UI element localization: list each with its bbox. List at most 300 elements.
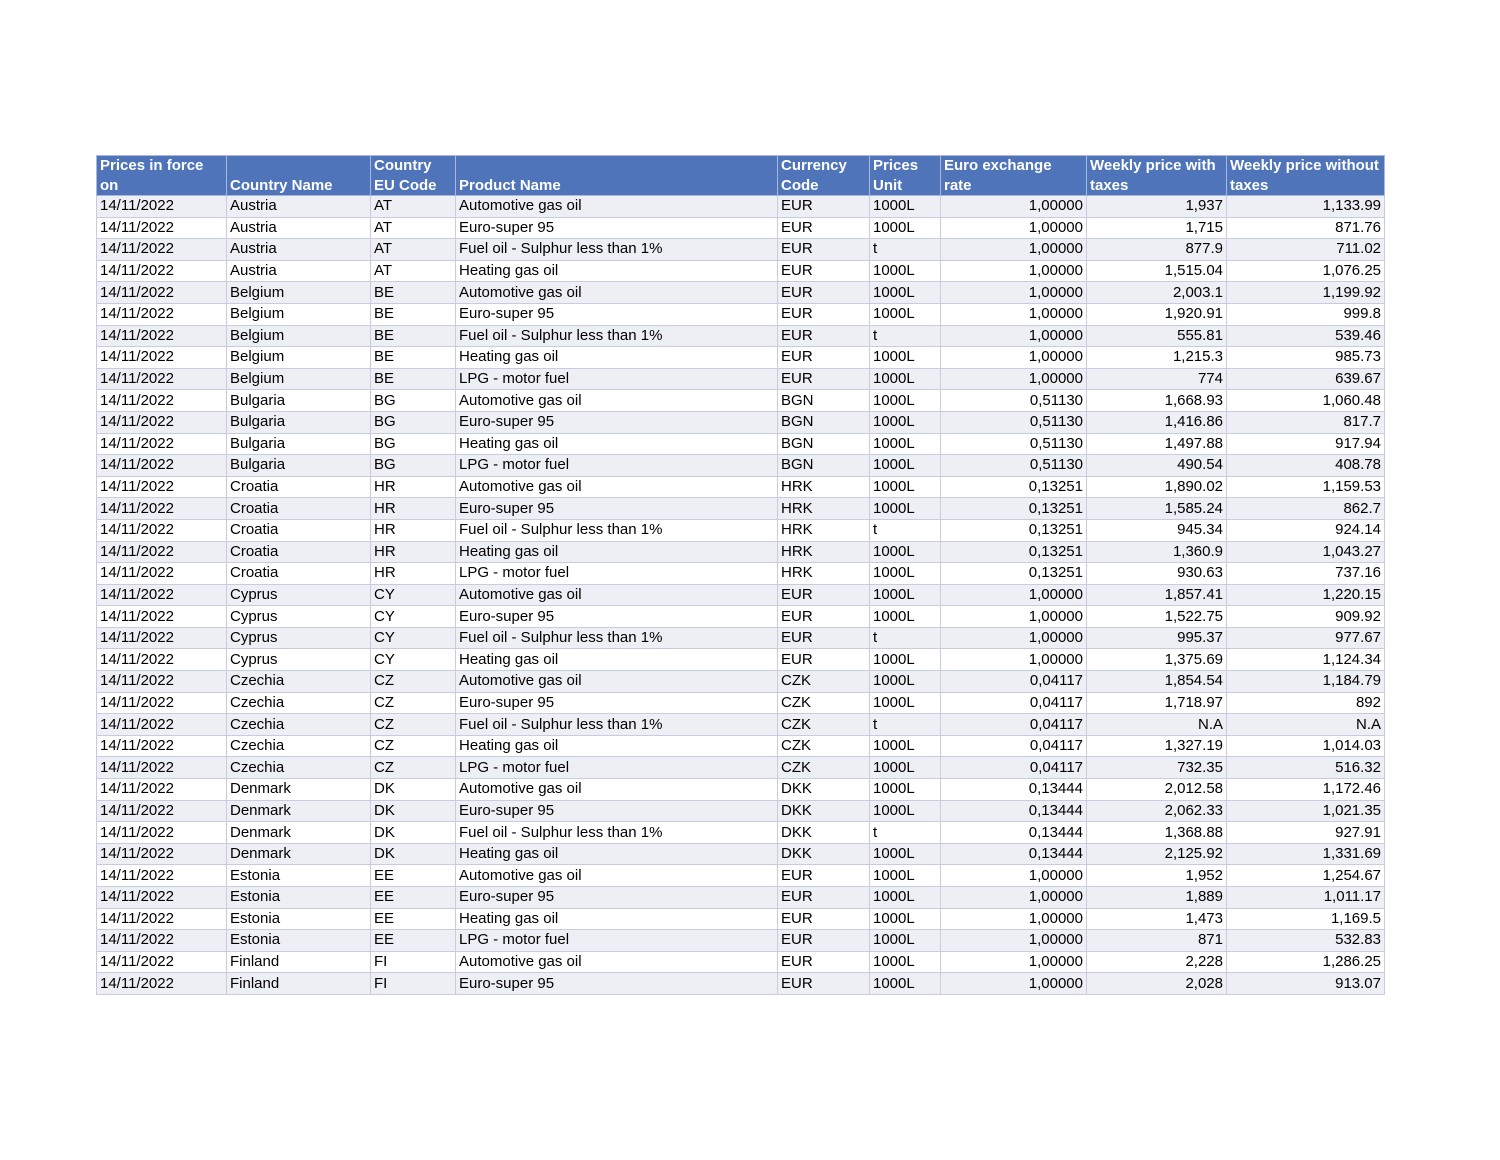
price-without-taxes-cell: 1,014.03 [1227,735,1385,757]
exchange-rate-cell: 1,00000 [941,887,1087,909]
product-name-cell: LPG - motor fuel [456,757,778,779]
country-name-cell: Austria [227,239,371,261]
price-with-taxes-cell: 1,857.41 [1087,584,1227,606]
currency-code-cell: BGN [778,390,870,412]
product-name-cell: Automotive gas oil [456,196,778,218]
product-name-cell: Fuel oil - Sulphur less than 1% [456,822,778,844]
prices-unit-cell: t [870,627,941,649]
exchange-rate-cell: 0,04117 [941,757,1087,779]
currency-code-cell: EUR [778,627,870,649]
prices-unit-cell: 1000L [870,865,941,887]
price-with-taxes-cell: 1,890.02 [1087,476,1227,498]
price-without-taxes-cell: 917.94 [1227,433,1385,455]
product-name-cell: Heating gas oil [456,433,778,455]
country-code-cell: CY [371,649,456,671]
country-name-cell: Belgium [227,347,371,369]
currency-code-cell: EUR [778,260,870,282]
prices-unit-cell: 1000L [870,843,941,865]
price-without-taxes-cell: 985.73 [1227,347,1385,369]
price-without-taxes-cell: 817.7 [1227,411,1385,433]
product-name-cell: Fuel oil - Sulphur less than 1% [456,627,778,649]
prices-unit-cell: 1000L [870,779,941,801]
table-row [97,411,1385,433]
price-without-taxes-cell: N.A [1227,714,1385,736]
country-name-cell: Czechia [227,757,371,779]
table-row [97,476,1385,498]
date-cell: 14/11/2022 [97,973,227,995]
price-with-taxes-cell: 1,473 [1087,908,1227,930]
currency-code-cell: EUR [778,865,870,887]
product-name-cell: Fuel oil - Sulphur less than 1% [456,519,778,541]
product-name-cell: Euro-super 95 [456,411,778,433]
country-code-cell: EE [371,908,456,930]
country-code-cell: CZ [371,757,456,779]
date-cell: 14/11/2022 [97,714,227,736]
country-code-cell: AT [371,217,456,239]
exchange-rate-cell: 1,00000 [941,303,1087,325]
price-with-taxes-cell: 2,125.92 [1087,843,1227,865]
exchange-rate-cell: 1,00000 [941,347,1087,369]
table-row [97,433,1385,455]
country-name-cell: Czechia [227,671,371,693]
exchange-rate-cell: 1,00000 [941,973,1087,995]
exchange-rate-cell: 0,13251 [941,563,1087,585]
date-cell: 14/11/2022 [97,606,227,628]
product-name-cell: Euro-super 95 [456,887,778,909]
country-code-cell: BE [371,303,456,325]
currency-code-cell: DKK [778,800,870,822]
price-with-taxes-cell: 1,368.88 [1087,822,1227,844]
country-code-cell: DK [371,800,456,822]
currency-code-cell: DKK [778,779,870,801]
product-name-cell: Heating gas oil [456,260,778,282]
currency-code-cell: EUR [778,973,870,995]
country-name-cell: Cyprus [227,606,371,628]
prices-unit-cell: 1000L [870,541,941,563]
header-country-name: Country Name [227,156,371,196]
price-without-taxes-cell: 516.32 [1227,757,1385,779]
date-cell: 14/11/2022 [97,519,227,541]
exchange-rate-cell: 1,00000 [941,584,1087,606]
product-name-cell: Heating gas oil [456,908,778,930]
exchange-rate-cell: 1,00000 [941,282,1087,304]
table-row [97,217,1385,239]
table-row [97,973,1385,995]
country-code-cell: AT [371,239,456,261]
prices-unit-cell: 1000L [870,455,941,477]
date-cell: 14/11/2022 [97,735,227,757]
prices-unit-cell: 1000L [870,282,941,304]
prices-unit-cell: 1000L [870,930,941,952]
price-with-taxes-cell: 555.81 [1087,325,1227,347]
price-with-taxes-cell: 871 [1087,930,1227,952]
currency-code-cell: CZK [778,735,870,757]
exchange-rate-cell: 1,00000 [941,649,1087,671]
country-name-cell: Belgium [227,368,371,390]
currency-code-cell: EUR [778,930,870,952]
date-cell: 14/11/2022 [97,498,227,520]
table-row [97,455,1385,477]
prices-unit-cell: 1000L [870,390,941,412]
prices-unit-cell: 1000L [870,973,941,995]
table-body [97,196,1385,995]
product-name-cell: Euro-super 95 [456,498,778,520]
exchange-rate-cell: 0,04117 [941,735,1087,757]
price-with-taxes-cell: 877.9 [1087,239,1227,261]
header-product-name: Product Name [456,156,778,196]
prices-unit-cell: 1000L [870,908,941,930]
date-cell: 14/11/2022 [97,671,227,693]
price-without-taxes-cell: 1,184.79 [1227,671,1385,693]
date-cell: 14/11/2022 [97,368,227,390]
price-without-taxes-cell: 539.46 [1227,325,1385,347]
country-name-cell: Denmark [227,800,371,822]
currency-code-cell: CZK [778,714,870,736]
country-name-cell: Bulgaria [227,390,371,412]
table-row [97,843,1385,865]
country-code-cell: HR [371,541,456,563]
table-row [97,260,1385,282]
exchange-rate-cell: 1,00000 [941,196,1087,218]
table-row [97,649,1385,671]
country-name-cell: Belgium [227,303,371,325]
table-row [97,519,1385,541]
price-without-taxes-cell: 711.02 [1227,239,1385,261]
country-name-cell: Estonia [227,887,371,909]
exchange-rate-cell: 0,13251 [941,498,1087,520]
price-with-taxes-cell: 1,497.88 [1087,433,1227,455]
date-cell: 14/11/2022 [97,476,227,498]
country-code-cell: FI [371,973,456,995]
country-code-cell: BE [371,325,456,347]
price-without-taxes-cell: 924.14 [1227,519,1385,541]
table-row [97,541,1385,563]
country-name-cell: Bulgaria [227,433,371,455]
country-name-cell: Croatia [227,498,371,520]
exchange-rate-cell: 0,04117 [941,692,1087,714]
price-without-taxes-cell: 408.78 [1227,455,1385,477]
header-row [97,156,1385,196]
table-row [97,951,1385,973]
price-without-taxes-cell: 1,159.53 [1227,476,1385,498]
country-name-cell: Cyprus [227,584,371,606]
country-name-cell: Croatia [227,519,371,541]
header-prices-in-force-on: Prices in force on [97,156,227,196]
currency-code-cell: HRK [778,476,870,498]
prices-unit-cell: 1000L [870,563,941,585]
product-name-cell: Euro-super 95 [456,606,778,628]
product-name-cell: Automotive gas oil [456,390,778,412]
product-name-cell: Fuel oil - Sulphur less than 1% [456,714,778,736]
prices-unit-cell: 1000L [870,347,941,369]
price-without-taxes-cell: 1,133.99 [1227,196,1385,218]
country-code-cell: AT [371,196,456,218]
prices-unit-cell: 1000L [870,757,941,779]
header-currency-code: Currency Code [778,156,870,196]
date-cell: 14/11/2022 [97,239,227,261]
country-code-cell: HR [371,498,456,520]
country-name-cell: Austria [227,260,371,282]
date-cell: 14/11/2022 [97,433,227,455]
exchange-rate-cell: 0,04117 [941,671,1087,693]
exchange-rate-cell: 1,00000 [941,325,1087,347]
currency-code-cell: HRK [778,541,870,563]
country-code-cell: EE [371,887,456,909]
currency-code-cell: DKK [778,843,870,865]
country-code-cell: CY [371,584,456,606]
price-with-taxes-cell: 774 [1087,368,1227,390]
prices-unit-cell: 1000L [870,217,941,239]
country-name-cell: Cyprus [227,649,371,671]
country-name-cell: Finland [227,973,371,995]
table-row [97,303,1385,325]
price-without-taxes-cell: 1,172.46 [1227,779,1385,801]
exchange-rate-cell: 0,04117 [941,714,1087,736]
exchange-rate-cell: 0,13251 [941,541,1087,563]
country-code-cell: CZ [371,735,456,757]
country-name-cell: Estonia [227,930,371,952]
price-with-taxes-cell: 1,327.19 [1087,735,1227,757]
date-cell: 14/11/2022 [97,390,227,412]
exchange-rate-cell: 1,00000 [941,368,1087,390]
product-name-cell: Fuel oil - Sulphur less than 1% [456,239,778,261]
country-code-cell: BG [371,390,456,412]
price-without-taxes-cell: 977.67 [1227,627,1385,649]
price-with-taxes-cell: 732.35 [1087,757,1227,779]
table-row [97,671,1385,693]
prices-unit-cell: 1000L [870,433,941,455]
currency-code-cell: HRK [778,498,870,520]
prices-unit-cell: 1000L [870,368,941,390]
exchange-rate-cell: 0,13444 [941,779,1087,801]
table-row [97,822,1385,844]
price-without-taxes-cell: 1,169.5 [1227,908,1385,930]
product-name-cell: Automotive gas oil [456,282,778,304]
currency-code-cell: BGN [778,455,870,477]
product-name-cell: Automotive gas oil [456,779,778,801]
currency-code-cell: DKK [778,822,870,844]
currency-code-cell: EUR [778,196,870,218]
product-name-cell: Automotive gas oil [456,951,778,973]
table-row [97,563,1385,585]
product-name-cell: Euro-super 95 [456,303,778,325]
fuel-prices-table [96,155,1385,995]
price-with-taxes-cell: N.A [1087,714,1227,736]
country-code-cell: HR [371,519,456,541]
currency-code-cell: EUR [778,887,870,909]
header-weekly-price-with-taxes: Weekly price with taxes [1087,156,1227,196]
price-without-taxes-cell: 532.83 [1227,930,1385,952]
currency-code-cell: HRK [778,519,870,541]
header-weekly-price-without-taxes: Weekly price without taxes [1227,156,1385,196]
date-cell: 14/11/2022 [97,303,227,325]
table-row [97,908,1385,930]
date-cell: 14/11/2022 [97,411,227,433]
country-code-cell: EE [371,930,456,952]
date-cell: 14/11/2022 [97,800,227,822]
date-cell: 14/11/2022 [97,887,227,909]
country-code-cell: AT [371,260,456,282]
price-without-taxes-cell: 892 [1227,692,1385,714]
country-name-cell: Austria [227,196,371,218]
date-cell: 14/11/2022 [97,757,227,779]
date-cell: 14/11/2022 [97,951,227,973]
prices-unit-cell: t [870,325,941,347]
table-row [97,606,1385,628]
currency-code-cell: EUR [778,239,870,261]
price-with-taxes-cell: 2,012.58 [1087,779,1227,801]
exchange-rate-cell: 1,00000 [941,908,1087,930]
table-row [97,325,1385,347]
table-row [97,692,1385,714]
price-with-taxes-cell: 930.63 [1087,563,1227,585]
country-name-cell: Estonia [227,908,371,930]
country-code-cell: BG [371,433,456,455]
prices-unit-cell: 1000L [870,735,941,757]
price-with-taxes-cell: 995.37 [1087,627,1227,649]
country-name-cell: Belgium [227,282,371,304]
currency-code-cell: BGN [778,433,870,455]
price-with-taxes-cell: 945.34 [1087,519,1227,541]
date-cell: 14/11/2022 [97,217,227,239]
product-name-cell: Automotive gas oil [456,671,778,693]
date-cell: 14/11/2022 [97,455,227,477]
country-code-cell: FI [371,951,456,973]
prices-unit-cell: 1000L [870,260,941,282]
country-name-cell: Czechia [227,735,371,757]
header-prices-unit: Prices Unit [870,156,941,196]
country-code-cell: CZ [371,671,456,693]
prices-unit-cell: 1000L [870,887,941,909]
country-code-cell: BE [371,347,456,369]
exchange-rate-cell: 0,13444 [941,822,1087,844]
table-row [97,239,1385,261]
price-with-taxes-cell: 1,920.91 [1087,303,1227,325]
price-without-taxes-cell: 1,060.48 [1227,390,1385,412]
price-without-taxes-cell: 1,199.92 [1227,282,1385,304]
price-with-taxes-cell: 490.54 [1087,455,1227,477]
country-code-cell: BG [371,455,456,477]
table-row [97,627,1385,649]
price-with-taxes-cell: 1,718.97 [1087,692,1227,714]
currency-code-cell: EUR [778,217,870,239]
country-code-cell: DK [371,843,456,865]
prices-unit-cell: t [870,714,941,736]
price-without-taxes-cell: 1,043.27 [1227,541,1385,563]
country-code-cell: CZ [371,692,456,714]
price-with-taxes-cell: 1,375.69 [1087,649,1227,671]
price-without-taxes-cell: 913.07 [1227,973,1385,995]
date-cell: 14/11/2022 [97,627,227,649]
product-name-cell: LPG - motor fuel [456,368,778,390]
currency-code-cell: CZK [778,671,870,693]
price-with-taxes-cell: 1,952 [1087,865,1227,887]
price-with-taxes-cell: 1,889 [1087,887,1227,909]
table-row [97,757,1385,779]
table-row [97,368,1385,390]
prices-unit-cell: 1000L [870,303,941,325]
country-code-cell: DK [371,779,456,801]
currency-code-cell: EUR [778,325,870,347]
price-with-taxes-cell: 1,522.75 [1087,606,1227,628]
exchange-rate-cell: 0,13251 [941,476,1087,498]
country-name-cell: Bulgaria [227,411,371,433]
price-without-taxes-cell: 737.16 [1227,563,1385,585]
date-cell: 14/11/2022 [97,692,227,714]
country-name-cell: Estonia [227,865,371,887]
price-with-taxes-cell: 1,715 [1087,217,1227,239]
price-with-taxes-cell: 1,215.3 [1087,347,1227,369]
country-code-cell: CY [371,627,456,649]
exchange-rate-cell: 1,00000 [941,865,1087,887]
header-euro-exchange-rate: Euro exchange rate [941,156,1087,196]
date-cell: 14/11/2022 [97,822,227,844]
exchange-rate-cell: 0,13444 [941,843,1087,865]
price-without-taxes-cell: 871.76 [1227,217,1385,239]
exchange-rate-cell: 0,13251 [941,519,1087,541]
country-name-cell: Denmark [227,779,371,801]
price-with-taxes-cell: 2,028 [1087,973,1227,995]
price-with-taxes-cell: 1,668.93 [1087,390,1227,412]
prices-unit-cell: 1000L [870,498,941,520]
currency-code-cell: EUR [778,649,870,671]
exchange-rate-cell: 1,00000 [941,260,1087,282]
exchange-rate-cell: 0,51130 [941,433,1087,455]
currency-code-cell: CZK [778,692,870,714]
table-row [97,498,1385,520]
exchange-rate-cell: 1,00000 [941,930,1087,952]
country-code-cell: DK [371,822,456,844]
date-cell: 14/11/2022 [97,649,227,671]
currency-code-cell: EUR [778,584,870,606]
country-name-cell: Cyprus [227,627,371,649]
table-row [97,735,1385,757]
product-name-cell: Heating gas oil [456,541,778,563]
prices-unit-cell: 1000L [870,649,941,671]
exchange-rate-cell: 1,00000 [941,627,1087,649]
date-cell: 14/11/2022 [97,843,227,865]
country-name-cell: Denmark [227,822,371,844]
table-row [97,282,1385,304]
price-with-taxes-cell: 1,585.24 [1087,498,1227,520]
price-without-taxes-cell: 999.8 [1227,303,1385,325]
prices-unit-cell: 1000L [870,800,941,822]
product-name-cell: LPG - motor fuel [456,455,778,477]
country-name-cell: Croatia [227,476,371,498]
price-with-taxes-cell: 1,937 [1087,196,1227,218]
currency-code-cell: EUR [778,347,870,369]
exchange-rate-cell: 1,00000 [941,606,1087,628]
exchange-rate-cell: 0,13444 [941,800,1087,822]
date-cell: 14/11/2022 [97,865,227,887]
price-without-taxes-cell: 1,021.35 [1227,800,1385,822]
date-cell: 14/11/2022 [97,325,227,347]
price-without-taxes-cell: 1,331.69 [1227,843,1385,865]
country-name-cell: Croatia [227,541,371,563]
table-row [97,714,1385,736]
date-cell: 14/11/2022 [97,584,227,606]
prices-unit-cell: 1000L [870,196,941,218]
country-code-cell: EE [371,865,456,887]
date-cell: 14/11/2022 [97,930,227,952]
country-name-cell: Denmark [227,843,371,865]
product-name-cell: LPG - motor fuel [456,563,778,585]
country-name-cell: Croatia [227,563,371,585]
price-with-taxes-cell: 1,515.04 [1087,260,1227,282]
table-row [97,887,1385,909]
currency-code-cell: CZK [778,757,870,779]
product-name-cell: Euro-super 95 [456,973,778,995]
